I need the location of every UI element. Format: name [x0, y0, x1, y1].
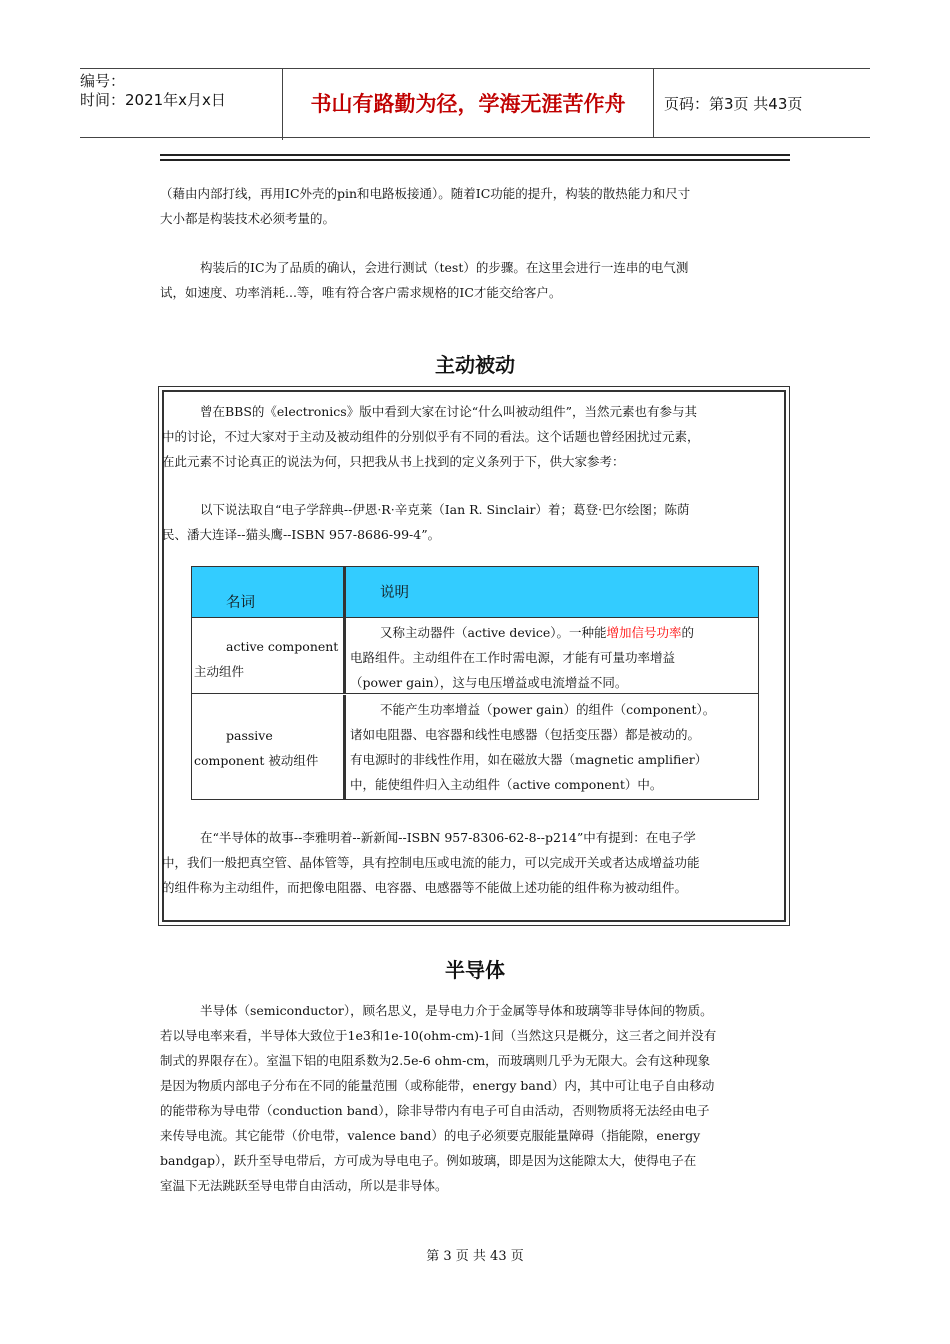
table-header-description: 说明 [346, 567, 758, 618]
text-line: bandgap），跃升至导电带后，方可成为导电电子。例如玻璃，即是因为这能隙太大，使得电子在 [160, 1153, 697, 1168]
text-line: 电路组件。主动组件在工作时需电源，才能有可量功率增益 [350, 650, 676, 665]
text-line: 的 [681, 625, 695, 640]
text-line: 是因为物质内部电子分布在不同的能量范围（或称能带，energy band）内，其中可让电子自由移动 [160, 1078, 715, 1093]
text-line: 中，能使组件归入主动组件（active component）中。 [350, 777, 663, 792]
header-motto: 书山有路勤为径，学海无涯苦作舟 [283, 69, 654, 137]
text-line: 来传导电流。其它能带（价电带，valence band）的电子必须要克服能量障碍（指能隙，energy [160, 1128, 701, 1143]
page-footer: 第 3 页 共 43 页 [426, 1249, 524, 1264]
text-line: 曾在BBS的《electronics》版中看到大家在讨论“什么叫被动组件”，当然元素也有参与其 [200, 404, 697, 419]
text-line: 室温下无法跳跃至导电带自由活动，所以是非导体。 [160, 1178, 448, 1193]
header-meta [80, 69, 283, 140]
text-line: active component [226, 639, 339, 654]
highlight-text: 增加信号功率 [606, 625, 682, 640]
box-paragraph-3 [162, 825, 784, 900]
table-row-passive-description [346, 695, 758, 799]
text-line: 大小都是构装技术必须考量的。 [160, 211, 336, 226]
text-line: 有电源时的非线性作用，如在磁放大器（magnetic amplifier） [350, 752, 708, 767]
text-line: component 被动组件 [194, 753, 319, 768]
text-line: 的能带称为导电带（conduction band），除非导带内有电子可自由活动，否则物质将无法经由电子 [160, 1103, 710, 1118]
text-line: 又称主动器件（active device）。一种能 [380, 625, 607, 640]
text-line: 中的讨论，不过大家对于主动及被动组件的分别似乎有不同的看法。这个话题也曾经困扰过元素， [162, 429, 700, 444]
text-line: 以下说法取自“电子学辞典--伊恩·R·辛克莱（Ian R. Sinclair）着；葛登·巴尔绘图；陈荫 [200, 502, 690, 517]
text-line: （藉由内部打线，再用IC外壳的pin和电路板接通）。随着IC功能的提升，构装的散热能力和尺寸 [160, 186, 691, 201]
intro-paragraph-1 [160, 181, 790, 231]
text-line: 主动组件 [194, 664, 245, 679]
page-header [80, 68, 870, 138]
header-page-info: 页码：第3页 共43页 [664, 94, 803, 113]
semiconductor-paragraph [160, 998, 790, 1198]
box-paragraph-2 [162, 497, 784, 547]
text-line: 制式的界限存在）。室温下铝的电阻系数为2.5e-6 ohm-cm，而玻璃则几乎为无限大。会有这种现象 [160, 1053, 711, 1068]
text-line: 半导体（semiconductor），顾名思义，是导电力介于金属等导体和玻璃等非导体间的物质。 [200, 1003, 713, 1018]
text-line: 的组件称为主动组件，而把像电阻器、电容器、电感器等不能做上述功能的组件称为被动组件。 [162, 880, 688, 895]
number-label: 编号： [80, 72, 126, 90]
text-line: 民、潘大连译--猫头鹰--ISBN 957-8686-99-4”。 [162, 527, 441, 542]
text-line: （power gain），这与电压增益或电流增益不同。 [350, 675, 628, 690]
section-title-active-passive: 主动被动 [435, 353, 515, 377]
definitions-table [191, 566, 759, 800]
box-paragraph-1 [162, 399, 784, 474]
divider-top [160, 154, 790, 156]
table-row-active-term [192, 618, 346, 694]
text-line: 构装后的IC为了品质的确认，会进行测试（test）的步骤。在这里会进行一连串的电气测 [200, 260, 689, 275]
date-label: 时间：2021年x月x日 [80, 91, 226, 109]
divider-bottom [160, 159, 790, 161]
text-line: 若以导电率来看，半导体大致位于1e3和1e-10(ohm-cm)-1间（当然这只是概分，这三者之间并没有 [160, 1028, 717, 1043]
table-row-passive-term [192, 695, 346, 799]
text-line: 在“半导体的故事--李雅明着--新新闻--ISBN 957-8306-62-8--p214”中有提到：在电子学 [200, 830, 696, 845]
text-line: 中，我们一般把真空管、晶体管等，具有控制电压或电流的能力，可以完成开关或者达成增益功能 [162, 855, 700, 870]
table-row-active-description [346, 618, 758, 694]
text-line: passive [226, 728, 273, 743]
text-line: 试，如速度、功率消耗...等，唯有符合客户需求规格的IC才能交给客户。 [160, 285, 562, 300]
section-title-semiconductor: 半导体 [445, 958, 505, 982]
text-line: 在此元素不讨论真正的说法为何，只把我从书上找到的定义条列于下，供大家参考： [162, 454, 625, 469]
intro-paragraph-2 [160, 255, 790, 305]
text-line: 诸如电阻器、电容器和线性电感器（包括变压器）都是被动的。 [350, 727, 701, 742]
text-line: 不能产生功率增益（power gain）的组件（component）。 [380, 702, 716, 717]
table-header-term: 名词 [192, 567, 346, 618]
